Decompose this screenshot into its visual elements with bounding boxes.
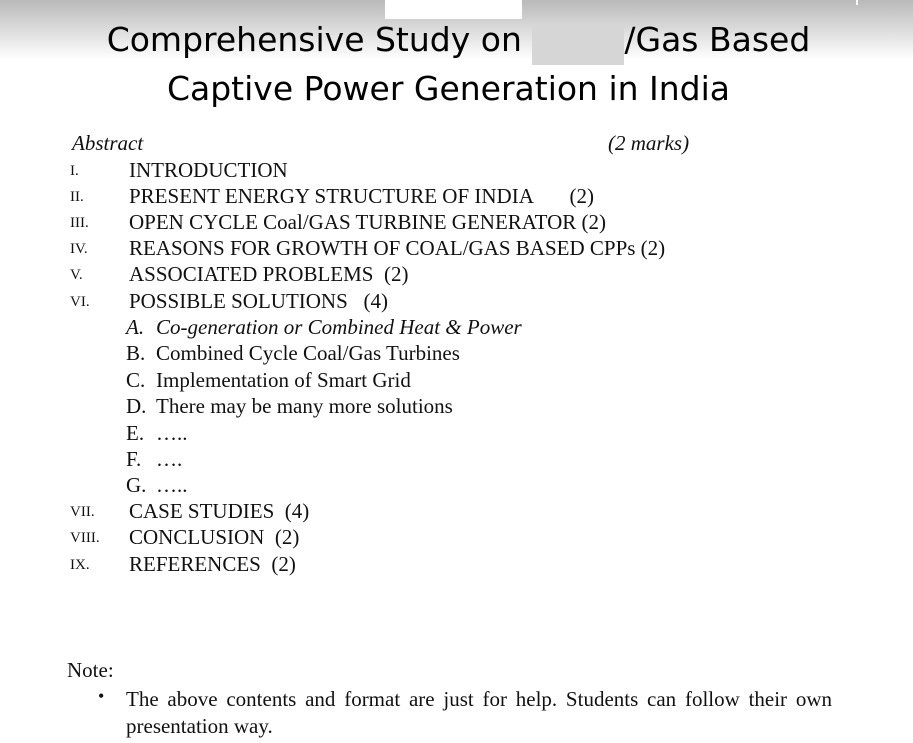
- subsection-item: [126, 315, 522, 340]
- subsection-item: [126, 421, 188, 446]
- subsection-letter: G.: [126, 473, 147, 497]
- note-text: The above contents and format are just for help. Students can follow their own presentation way.: [126, 687, 832, 738]
- title-line-1-after: /Gas Based: [624, 20, 811, 59]
- subsection-text: …..: [156, 473, 188, 497]
- abstract-label: Abstract: [72, 131, 144, 155]
- abstract-row: [72, 131, 702, 159]
- section-number: VIII.: [70, 530, 100, 546]
- section-number: V.: [70, 267, 83, 283]
- section-title: REASONS FOR GROWTH OF COAL/GAS BASED CPPs (2): [129, 236, 666, 260]
- section-title: INTRODUCTION: [129, 158, 288, 182]
- subsection-item: [126, 473, 188, 498]
- section-number: I.: [70, 163, 79, 179]
- subsection-letter: C.: [126, 368, 146, 392]
- subsection-item: [126, 394, 453, 419]
- section-number: III.: [70, 215, 89, 231]
- subsection-letter: D.: [126, 394, 147, 418]
- section-title: CONCLUSION (2): [129, 525, 300, 549]
- redaction-block: [532, 24, 624, 65]
- document-title: [0, 16, 913, 112]
- subsection-text: ….: [156, 447, 183, 471]
- subsection-letter: F.: [126, 447, 142, 471]
- section-title: ASSOCIATED PROBLEMS (2): [129, 262, 409, 286]
- subsection-text: …..: [156, 421, 188, 445]
- bullet-icon: •: [98, 686, 105, 706]
- subsection-item: [126, 341, 460, 366]
- subsection-text: Co-generation or Combined Heat & Power: [156, 315, 522, 339]
- subsection-text: There may be many more solutions: [156, 394, 453, 418]
- subsection-letter: E.: [126, 421, 145, 445]
- subsection-letter: B.: [126, 341, 146, 365]
- subsection-item: [126, 447, 182, 472]
- title-line-2: Captive Power Generation in India: [166, 69, 731, 108]
- section-number: VII.: [70, 504, 95, 520]
- section-number: II.: [70, 189, 84, 205]
- top-tick-mark: [856, 0, 858, 5]
- abstract-marks: (2 marks): [608, 131, 690, 155]
- note-label: Note:: [67, 658, 114, 682]
- subsection-item: [126, 368, 411, 393]
- subsection-text: Implementation of Smart Grid: [156, 368, 411, 392]
- section-title: CASE STUDIES (4): [129, 499, 310, 523]
- section-number: VI.: [70, 294, 90, 310]
- section-title: OPEN CYCLE Coal/GAS TURBINE GENERATOR (2): [129, 210, 606, 234]
- title-line-1-before: Comprehensive Study on: [106, 20, 522, 59]
- subsection-letter: A.: [126, 315, 145, 339]
- title-line-1: [4, 16, 913, 65]
- section-title: POSSIBLE SOLUTIONS (4): [129, 289, 389, 313]
- section-title: REFERENCES (2): [129, 552, 296, 576]
- section-number: IX.: [70, 557, 90, 573]
- subsection-text: Combined Cycle Coal/Gas Turbines: [156, 341, 460, 365]
- section-title: PRESENT ENERGY STRUCTURE OF INDIA (2): [129, 184, 594, 208]
- section-number: IV.: [70, 241, 88, 257]
